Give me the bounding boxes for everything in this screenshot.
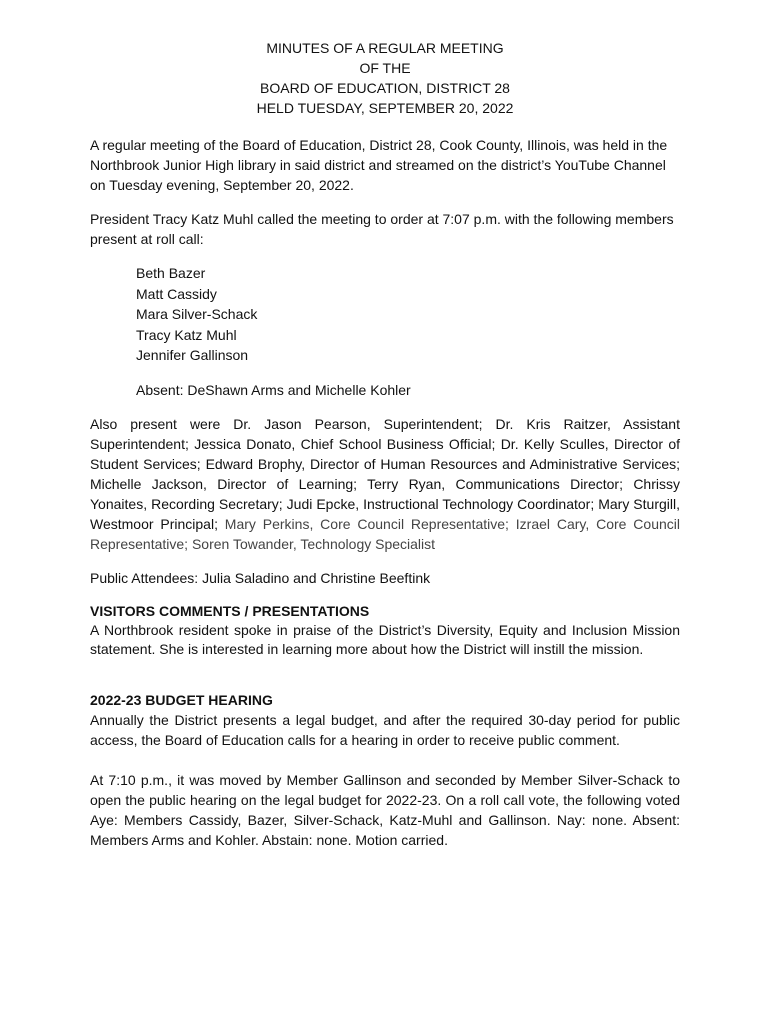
budget-paragraph-1: Annually the District presents a legal budget, and after the required 30-day period for public access, the Board of Education calls for a hearing in order to receive public comment. (90, 711, 680, 748)
member-item: Beth Bazer (136, 265, 206, 281)
title-line-2: OF THE (359, 60, 411, 76)
member-item: Mara Silver-Schack (136, 306, 258, 322)
title-line-3: BOARD OF EDUCATION, DISTRICT 28 (260, 80, 510, 96)
also-present-rest: Mary Perkins, Core Council Representative; Izrael Cary, Core Council Representative; Soren Towander, Technology Specialist (90, 515, 680, 552)
also-present-main: Also present were Dr. Jason Pearson, Superintendent; Dr. Kris Raitzer, Assistant Superintendent; Jessica Donato, Chief School Business Official; Dr. Kelly Sculles, Director of Student Services; Edward Brophy, Director of Human Resources and Administrative Services; Michelle Jackson, Director of Learning; Terry Ryan, Communications Director; Chrissy Yonaites, Recording Secretary; Judi Epcke, Instructional Technology Coordinator; Mary Sturgill, Westmoor Principal; (90, 415, 680, 532)
intro-paragraph: A regular meeting of the Board of Education, District 28, Cook County, Illinois, was held in the Northbrook Junior High library in said district and streamed on the district’s YouTube Channel on Tuesday evening, September 20, 2022. (90, 137, 668, 193)
document-title (90, 38, 680, 118)
budget-heading: 2022-23 BUDGET HEARING (90, 691, 273, 708)
visitors-heading: VISITORS COMMENTS / PRESENTATIONS (90, 602, 370, 619)
member-item: Tracy Katz Muhl (136, 326, 237, 343)
title-line-1: MINUTES OF A REGULAR MEETING (266, 40, 504, 56)
budget-paragraph-2: At 7:10 p.m., it was moved by Member Gallinson and seconded by Member Silver-Schack to open the public hearing on the legal budget for 2022-23. On a roll call vote, the following voted Aye: Members Cassidy, Bazer, Silver-Schack, Katz-Muhl and Gallinson. Nay: none. Absent: Members Arms and Kohler. Abstain: none. Motion carried. (90, 771, 680, 848)
call-to-order-paragraph: President Tracy Katz Muhl called the meeting to order at 7:07 p.m. with the following members present at roll call: (90, 211, 674, 247)
members-present-list (90, 263, 680, 366)
title-line-4: HELD TUESDAY, SEPTEMBER 20, 2022 (256, 100, 514, 116)
also-present-paragraph (90, 414, 680, 554)
member-item: Matt Cassidy (136, 285, 217, 302)
member-item: Jennifer Gallinson (136, 347, 249, 363)
document-page (90, 38, 680, 850)
public-attendees: Public Attendees: Julia Saladino and Christine Beeftink (90, 569, 431, 586)
visitors-paragraph: A Northbrook resident spoke in praise of the District’s Diversity, Equity and Inclusion Mission statement. She is interested in learning more about how the District will instill the mission. (90, 621, 680, 657)
absent-members: Absent: DeShawn Arms and Michelle Kohler (136, 381, 411, 398)
